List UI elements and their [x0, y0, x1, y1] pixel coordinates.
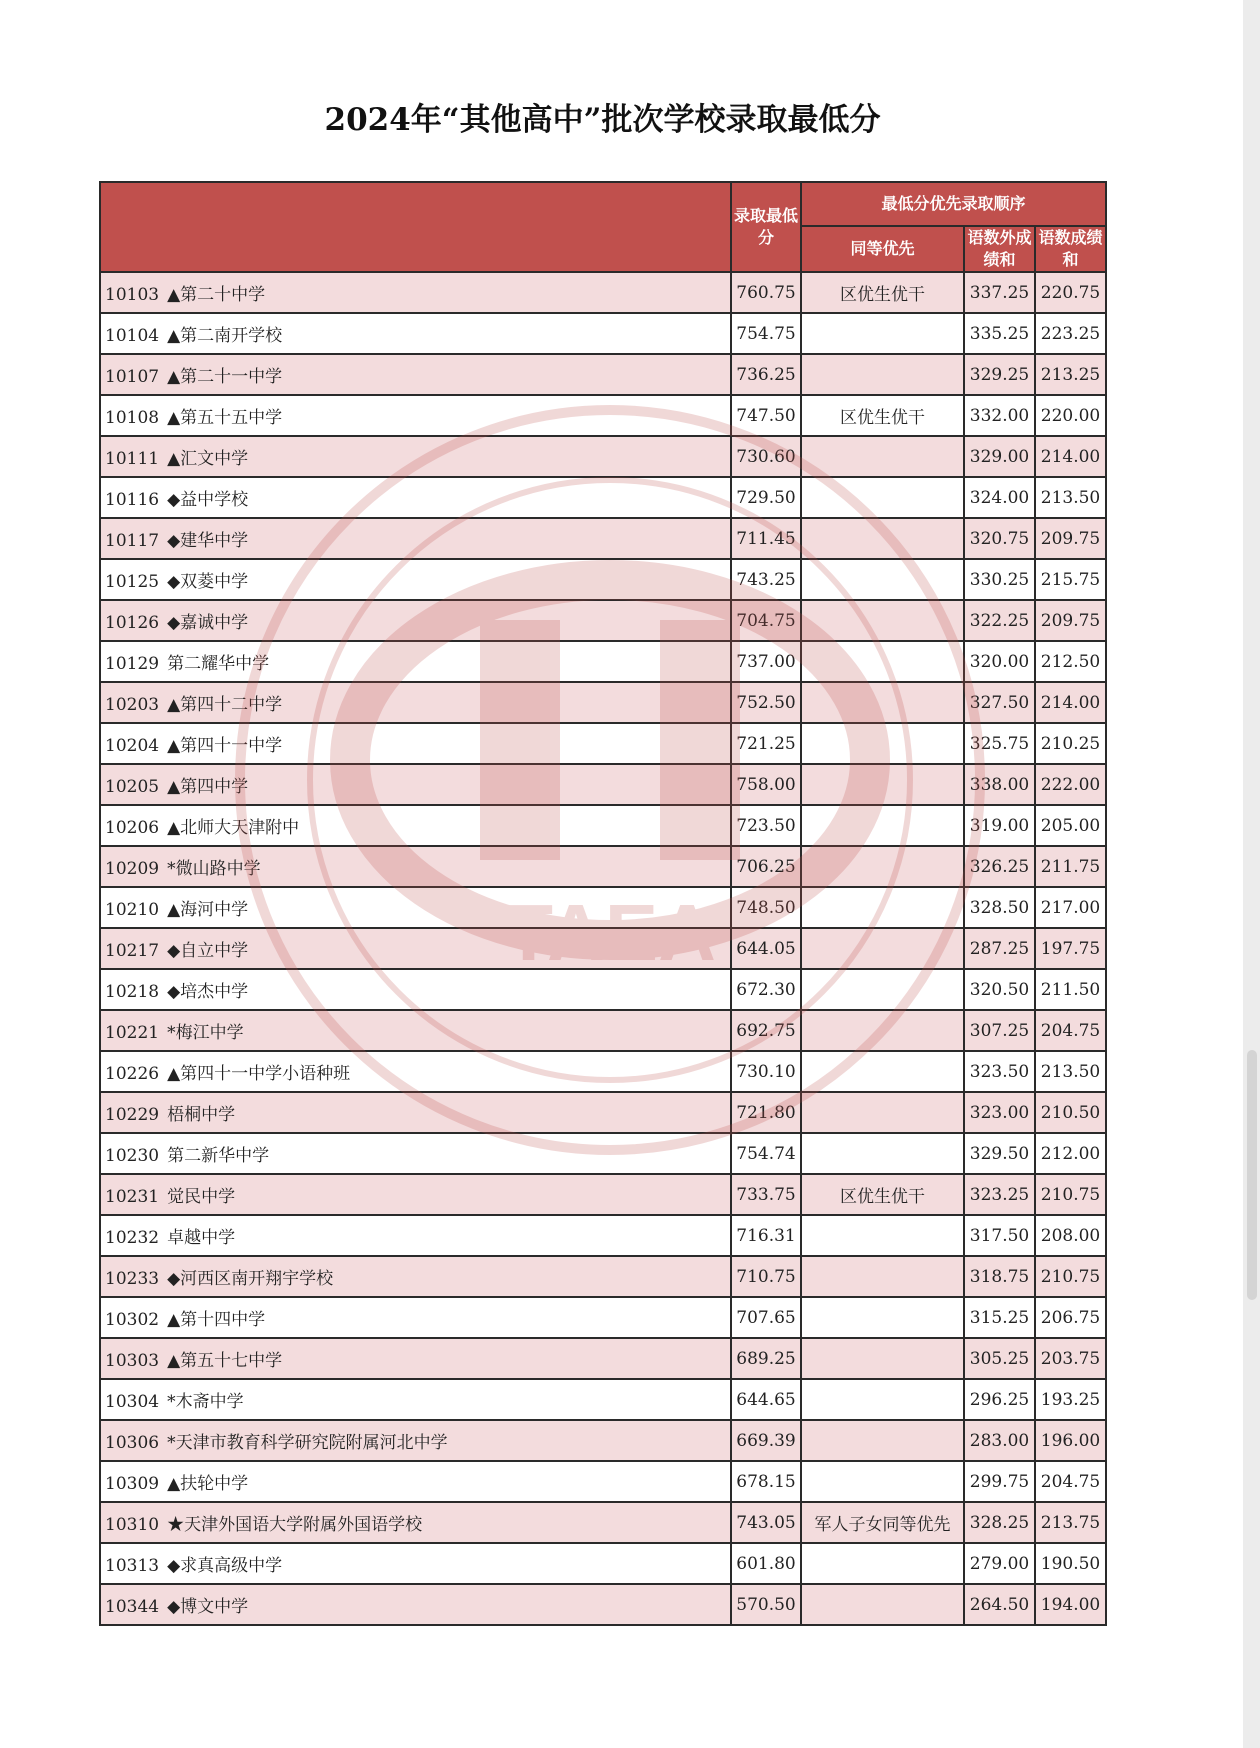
table-row — [100, 1461, 1106, 1502]
school-name: ▲汇文中学 — [167, 449, 249, 469]
school-cell — [100, 436, 731, 477]
sum3-cell: 318.75 — [964, 1256, 1035, 1297]
school-code: 10129 — [105, 654, 160, 674]
school-cell — [100, 518, 731, 559]
school-cell — [100, 1502, 731, 1543]
min-score-cell: 736.25 — [731, 354, 801, 395]
equal-priority-cell: 区优生优干 — [801, 1174, 964, 1215]
sum3-cell: 307.25 — [964, 1010, 1035, 1051]
equal-priority-cell — [801, 1133, 964, 1174]
school-name: *天津市教育科学研究院附属河北中学 — [167, 1433, 448, 1453]
sum2-cell: 214.00 — [1035, 682, 1106, 723]
school-code: 10226 — [105, 1064, 160, 1084]
sum3-cell: 325.75 — [964, 723, 1035, 764]
header-sum2: 语数成绩和 — [1035, 226, 1106, 272]
sum2-cell: 220.00 — [1035, 395, 1106, 436]
table-row — [100, 1133, 1106, 1174]
school-name: *微山路中学 — [167, 859, 261, 879]
school-name: ▲第二十中学 — [167, 285, 266, 305]
school-code: 10303 — [105, 1351, 160, 1371]
school-name: ▲第四十二中学 — [167, 695, 283, 715]
sum3-cell: 320.00 — [964, 641, 1035, 682]
sum2-cell: 193.25 — [1035, 1379, 1106, 1420]
equal-priority-cell — [801, 1584, 964, 1625]
sum2-cell: 190.50 — [1035, 1543, 1106, 1584]
school-code: 10218 — [105, 982, 160, 1002]
header-school — [100, 182, 731, 272]
school-name: 第二耀华中学 — [167, 654, 270, 674]
school-name: ▲第二十一中学 — [167, 367, 283, 387]
equal-priority-cell — [801, 518, 964, 559]
table-row — [100, 1420, 1106, 1461]
school-code: 10108 — [105, 408, 160, 428]
sum2-cell: 211.50 — [1035, 969, 1106, 1010]
table-row — [100, 1502, 1106, 1543]
school-code: 10309 — [105, 1474, 160, 1494]
sum2-cell: 215.75 — [1035, 559, 1106, 600]
school-cell — [100, 641, 731, 682]
table-row — [100, 764, 1106, 805]
sum2-cell: 208.00 — [1035, 1215, 1106, 1256]
school-code: 10229 — [105, 1105, 160, 1125]
equal-priority-cell — [801, 1256, 964, 1297]
sum2-cell: 223.25 — [1035, 313, 1106, 354]
school-code: 10210 — [105, 900, 160, 920]
school-name: ▲扶轮中学 — [167, 1474, 249, 1494]
min-score-cell: 704.75 — [731, 600, 801, 641]
min-score-cell: 644.05 — [731, 928, 801, 969]
sum2-cell: 204.75 — [1035, 1461, 1106, 1502]
sum3-cell: 328.50 — [964, 887, 1035, 928]
sum3-cell: 283.00 — [964, 1420, 1035, 1461]
equal-priority-cell — [801, 1010, 964, 1051]
school-name: *梅江中学 — [167, 1023, 244, 1043]
table-row — [100, 395, 1106, 436]
sum3-cell: 338.00 — [964, 764, 1035, 805]
school-code: 10111 — [105, 449, 160, 469]
min-score-cell: 644.65 — [731, 1379, 801, 1420]
school-cell — [100, 1338, 731, 1379]
equal-priority-cell — [801, 928, 964, 969]
sum2-cell: 211.75 — [1035, 846, 1106, 887]
school-cell — [100, 764, 731, 805]
svg-text:TAEA: TAEA — [504, 888, 716, 977]
sum2-cell: 209.75 — [1035, 600, 1106, 641]
school-cell — [100, 395, 731, 436]
school-code: 10302 — [105, 1310, 160, 1330]
school-cell — [100, 1543, 731, 1584]
sum3-cell: 327.50 — [964, 682, 1035, 723]
school-cell — [100, 1379, 731, 1420]
min-score-cell: 758.00 — [731, 764, 801, 805]
school-code: 10304 — [105, 1392, 160, 1412]
equal-priority-cell — [801, 1092, 964, 1133]
min-score-cell: 678.15 — [731, 1461, 801, 1502]
school-name: ▲第四十一中学小语种班 — [167, 1064, 351, 1084]
school-code: 10206 — [105, 818, 160, 838]
school-name: ▲第十四中学 — [167, 1310, 266, 1330]
table-row — [100, 1379, 1106, 1420]
sum2-cell: 203.75 — [1035, 1338, 1106, 1379]
min-score-cell: 754.74 — [731, 1133, 801, 1174]
sum2-cell: 206.75 — [1035, 1297, 1106, 1338]
sum3-cell: 337.25 — [964, 272, 1035, 313]
sum2-cell: 204.75 — [1035, 1010, 1106, 1051]
school-name: ◆求真高级中学 — [167, 1556, 283, 1576]
sum3-cell: 324.00 — [964, 477, 1035, 518]
equal-priority-cell — [801, 1543, 964, 1584]
table-row — [100, 887, 1106, 928]
school-cell — [100, 682, 731, 723]
min-score-cell: 601.80 — [731, 1543, 801, 1584]
school-cell — [100, 887, 731, 928]
table-row — [100, 682, 1106, 723]
school-code: 10231 — [105, 1187, 160, 1207]
school-code: 10313 — [105, 1556, 160, 1576]
school-name: ▲第五十五中学 — [167, 408, 283, 428]
sum3-cell: 320.50 — [964, 969, 1035, 1010]
school-name: ▲第四中学 — [167, 777, 249, 797]
sum2-cell: 209.75 — [1035, 518, 1106, 559]
sum2-cell: 196.00 — [1035, 1420, 1106, 1461]
min-score-cell: 692.75 — [731, 1010, 801, 1051]
min-score-cell: 710.75 — [731, 1256, 801, 1297]
sum3-cell: 330.25 — [964, 559, 1035, 600]
table-row — [100, 1256, 1106, 1297]
table-row — [100, 723, 1106, 764]
min-score-cell: 570.50 — [731, 1584, 801, 1625]
table-row — [100, 805, 1106, 846]
school-code: 10104 — [105, 326, 160, 346]
school-name: ◆博文中学 — [167, 1597, 249, 1617]
sum3-cell: 315.25 — [964, 1297, 1035, 1338]
sum3-cell: 323.50 — [964, 1051, 1035, 1092]
sum2-cell: 212.50 — [1035, 641, 1106, 682]
school-code: 10205 — [105, 777, 160, 797]
sum2-cell: 210.25 — [1035, 723, 1106, 764]
sum3-cell: 305.25 — [964, 1338, 1035, 1379]
school-code: 10126 — [105, 613, 160, 633]
sum3-cell: 264.50 — [964, 1584, 1035, 1625]
school-cell — [100, 354, 731, 395]
min-score-cell: 743.25 — [731, 559, 801, 600]
school-name: ◆培杰中学 — [167, 982, 249, 1002]
school-cell — [100, 272, 731, 313]
school-cell — [100, 1461, 731, 1502]
school-code: 10103 — [105, 285, 160, 305]
min-score-cell: 711.45 — [731, 518, 801, 559]
table-row — [100, 313, 1106, 354]
table-row — [100, 1543, 1106, 1584]
min-score-cell: 672.30 — [731, 969, 801, 1010]
sum2-cell: 210.75 — [1035, 1256, 1106, 1297]
sum3-cell: 319.00 — [964, 805, 1035, 846]
table-row — [100, 1338, 1106, 1379]
equal-priority-cell: 区优生优干 — [801, 395, 964, 436]
school-cell — [100, 313, 731, 354]
school-cell — [100, 1297, 731, 1338]
sum3-cell: 323.25 — [964, 1174, 1035, 1215]
min-score-cell: 716.31 — [731, 1215, 801, 1256]
equal-priority-cell — [801, 764, 964, 805]
min-score-cell: 730.10 — [731, 1051, 801, 1092]
table-row — [100, 559, 1106, 600]
table-row — [100, 846, 1106, 887]
sum2-cell: 212.00 — [1035, 1133, 1106, 1174]
school-code: 10232 — [105, 1228, 160, 1248]
sum2-cell: 213.75 — [1035, 1502, 1106, 1543]
sum2-cell: 213.50 — [1035, 477, 1106, 518]
equal-priority-cell — [801, 969, 964, 1010]
sum2-cell: 213.50 — [1035, 1051, 1106, 1092]
school-name: ◆嘉诚中学 — [167, 613, 249, 633]
table-row — [100, 272, 1106, 313]
equal-priority-cell — [801, 1420, 964, 1461]
min-score-cell: 707.65 — [731, 1297, 801, 1338]
table-row — [100, 969, 1106, 1010]
min-score-cell: 729.50 — [731, 477, 801, 518]
page-title: 2024年“其他高中”批次学校录取最低分 — [324, 102, 881, 138]
sum3-cell: 328.25 — [964, 1502, 1035, 1543]
school-code: 10107 — [105, 367, 160, 387]
school-code: 10233 — [105, 1269, 160, 1289]
equal-priority-cell — [801, 1297, 964, 1338]
sum3-cell: 326.25 — [964, 846, 1035, 887]
sum3-cell: 287.25 — [964, 928, 1035, 969]
school-code: 10217 — [105, 941, 160, 961]
table-row — [100, 1584, 1106, 1625]
table-row — [100, 1010, 1106, 1051]
school-name: ▲第四十一中学 — [167, 736, 283, 756]
min-score-cell: 706.25 — [731, 846, 801, 887]
sum2-cell: 222.00 — [1035, 764, 1106, 805]
school-cell — [100, 1092, 731, 1133]
sum3-cell: 323.00 — [964, 1092, 1035, 1133]
school-code: 10116 — [105, 490, 160, 510]
school-cell — [100, 1010, 731, 1051]
header-sum3: 语数外成绩和 — [964, 226, 1035, 272]
school-cell — [100, 559, 731, 600]
table-row — [100, 1051, 1106, 1092]
school-code: 10310 — [105, 1515, 160, 1535]
equal-priority-cell — [801, 723, 964, 764]
school-cell — [100, 477, 731, 518]
school-code: 10230 — [105, 1146, 160, 1166]
admission-score-table — [99, 181, 1107, 1626]
sum2-cell: 210.50 — [1035, 1092, 1106, 1133]
school-cell — [100, 1215, 731, 1256]
school-cell — [100, 805, 731, 846]
sum2-cell: 197.75 — [1035, 928, 1106, 969]
school-name: ▲第五十七中学 — [167, 1351, 283, 1371]
equal-priority-cell: 军人子女同等优先 — [801, 1502, 964, 1543]
equal-priority-cell — [801, 1215, 964, 1256]
header-equal-priority: 同等优先 — [801, 226, 964, 272]
table-row — [100, 1297, 1106, 1338]
equal-priority-cell — [801, 641, 964, 682]
school-code: 10344 — [105, 1597, 160, 1617]
min-score-cell: 760.75 — [731, 272, 801, 313]
school-cell — [100, 969, 731, 1010]
sum3-cell: 296.25 — [964, 1379, 1035, 1420]
school-cell — [100, 1174, 731, 1215]
table-row — [100, 436, 1106, 477]
sum2-cell: 217.00 — [1035, 887, 1106, 928]
scrollbar-thumb[interactable] — [1247, 1050, 1257, 1300]
min-score-cell: 754.75 — [731, 313, 801, 354]
school-name: ▲第二南开学校 — [167, 326, 283, 346]
school-name: 卓越中学 — [167, 1228, 236, 1248]
table-row — [100, 1174, 1106, 1215]
school-name: 觉民中学 — [167, 1187, 236, 1207]
min-score-cell: 669.39 — [731, 1420, 801, 1461]
equal-priority-cell — [801, 1379, 964, 1420]
school-name: 第二新华中学 — [167, 1146, 270, 1166]
equal-priority-cell — [801, 682, 964, 723]
min-score-cell: 743.05 — [731, 1502, 801, 1543]
equal-priority-cell — [801, 600, 964, 641]
school-code: 10221 — [105, 1023, 160, 1043]
min-score-cell: 737.00 — [731, 641, 801, 682]
school-cell — [100, 723, 731, 764]
sum2-cell: 213.25 — [1035, 354, 1106, 395]
school-name: ▲海河中学 — [167, 900, 249, 920]
school-cell — [100, 846, 731, 887]
sum3-cell: 335.25 — [964, 313, 1035, 354]
header-min-score: 录取最低分 — [731, 182, 801, 272]
table-row — [100, 354, 1106, 395]
school-cell — [100, 1256, 731, 1297]
equal-priority-cell — [801, 313, 964, 354]
sum2-cell: 210.75 — [1035, 1174, 1106, 1215]
school-code: 10203 — [105, 695, 160, 715]
table-row — [100, 928, 1106, 969]
school-cell — [100, 1133, 731, 1174]
min-score-cell: 721.80 — [731, 1092, 801, 1133]
school-name: ◆双菱中学 — [167, 572, 249, 592]
equal-priority-cell — [801, 436, 964, 477]
min-score-cell: 748.50 — [731, 887, 801, 928]
school-cell — [100, 600, 731, 641]
min-score-cell: 730.60 — [731, 436, 801, 477]
sum3-cell: 320.75 — [964, 518, 1035, 559]
equal-priority-cell — [801, 805, 964, 846]
sum3-cell: 299.75 — [964, 1461, 1035, 1502]
sum2-cell: 214.00 — [1035, 436, 1106, 477]
min-score-cell: 752.50 — [731, 682, 801, 723]
table-row — [100, 1215, 1106, 1256]
school-cell — [100, 1420, 731, 1461]
sum3-cell: 329.50 — [964, 1133, 1035, 1174]
sum3-cell: 279.00 — [964, 1543, 1035, 1584]
equal-priority-cell: 区优生优干 — [801, 272, 964, 313]
table-row — [100, 477, 1106, 518]
school-cell — [100, 1051, 731, 1092]
equal-priority-cell — [801, 1338, 964, 1379]
min-score-cell: 721.25 — [731, 723, 801, 764]
scrollbar[interactable] — [1243, 0, 1260, 1748]
school-name: 梧桐中学 — [167, 1105, 236, 1125]
school-code: 10204 — [105, 736, 160, 756]
min-score-cell: 747.50 — [731, 395, 801, 436]
school-name: ◆自立中学 — [167, 941, 249, 961]
sum2-cell: 220.75 — [1035, 272, 1106, 313]
equal-priority-cell — [801, 1051, 964, 1092]
equal-priority-cell — [801, 887, 964, 928]
table-row — [100, 518, 1106, 559]
sum3-cell: 322.25 — [964, 600, 1035, 641]
equal-priority-cell — [801, 1461, 964, 1502]
school-name: ◆益中学校 — [167, 490, 249, 510]
min-score-cell: 689.25 — [731, 1338, 801, 1379]
school-name: ◆河西区南开翔宇学校 — [167, 1269, 334, 1289]
school-code: 10306 — [105, 1433, 160, 1453]
equal-priority-cell — [801, 354, 964, 395]
school-code: 10125 — [105, 572, 160, 592]
school-name: ★天津外国语大学附属外国语学校 — [167, 1515, 423, 1535]
table-row — [100, 1092, 1106, 1133]
equal-priority-cell — [801, 477, 964, 518]
table-row — [100, 600, 1106, 641]
school-name: *木斋中学 — [167, 1392, 244, 1412]
header-priority-group: 最低分优先录取顺序 — [801, 182, 1106, 226]
school-cell — [100, 928, 731, 969]
school-name: ◆建华中学 — [167, 531, 249, 551]
school-code: 10117 — [105, 531, 160, 551]
sum3-cell: 329.25 — [964, 354, 1035, 395]
min-score-cell: 723.50 — [731, 805, 801, 846]
school-code: 10209 — [105, 859, 160, 879]
sum3-cell: 332.00 — [964, 395, 1035, 436]
equal-priority-cell — [801, 846, 964, 887]
sum2-cell: 205.00 — [1035, 805, 1106, 846]
school-name: ▲北师大天津附中 — [167, 818, 300, 838]
table-row — [100, 641, 1106, 682]
equal-priority-cell — [801, 559, 964, 600]
school-cell — [100, 1584, 731, 1625]
min-score-cell: 733.75 — [731, 1174, 801, 1215]
sum2-cell: 194.00 — [1035, 1584, 1106, 1625]
sum3-cell: 329.00 — [964, 436, 1035, 477]
sum3-cell: 317.50 — [964, 1215, 1035, 1256]
